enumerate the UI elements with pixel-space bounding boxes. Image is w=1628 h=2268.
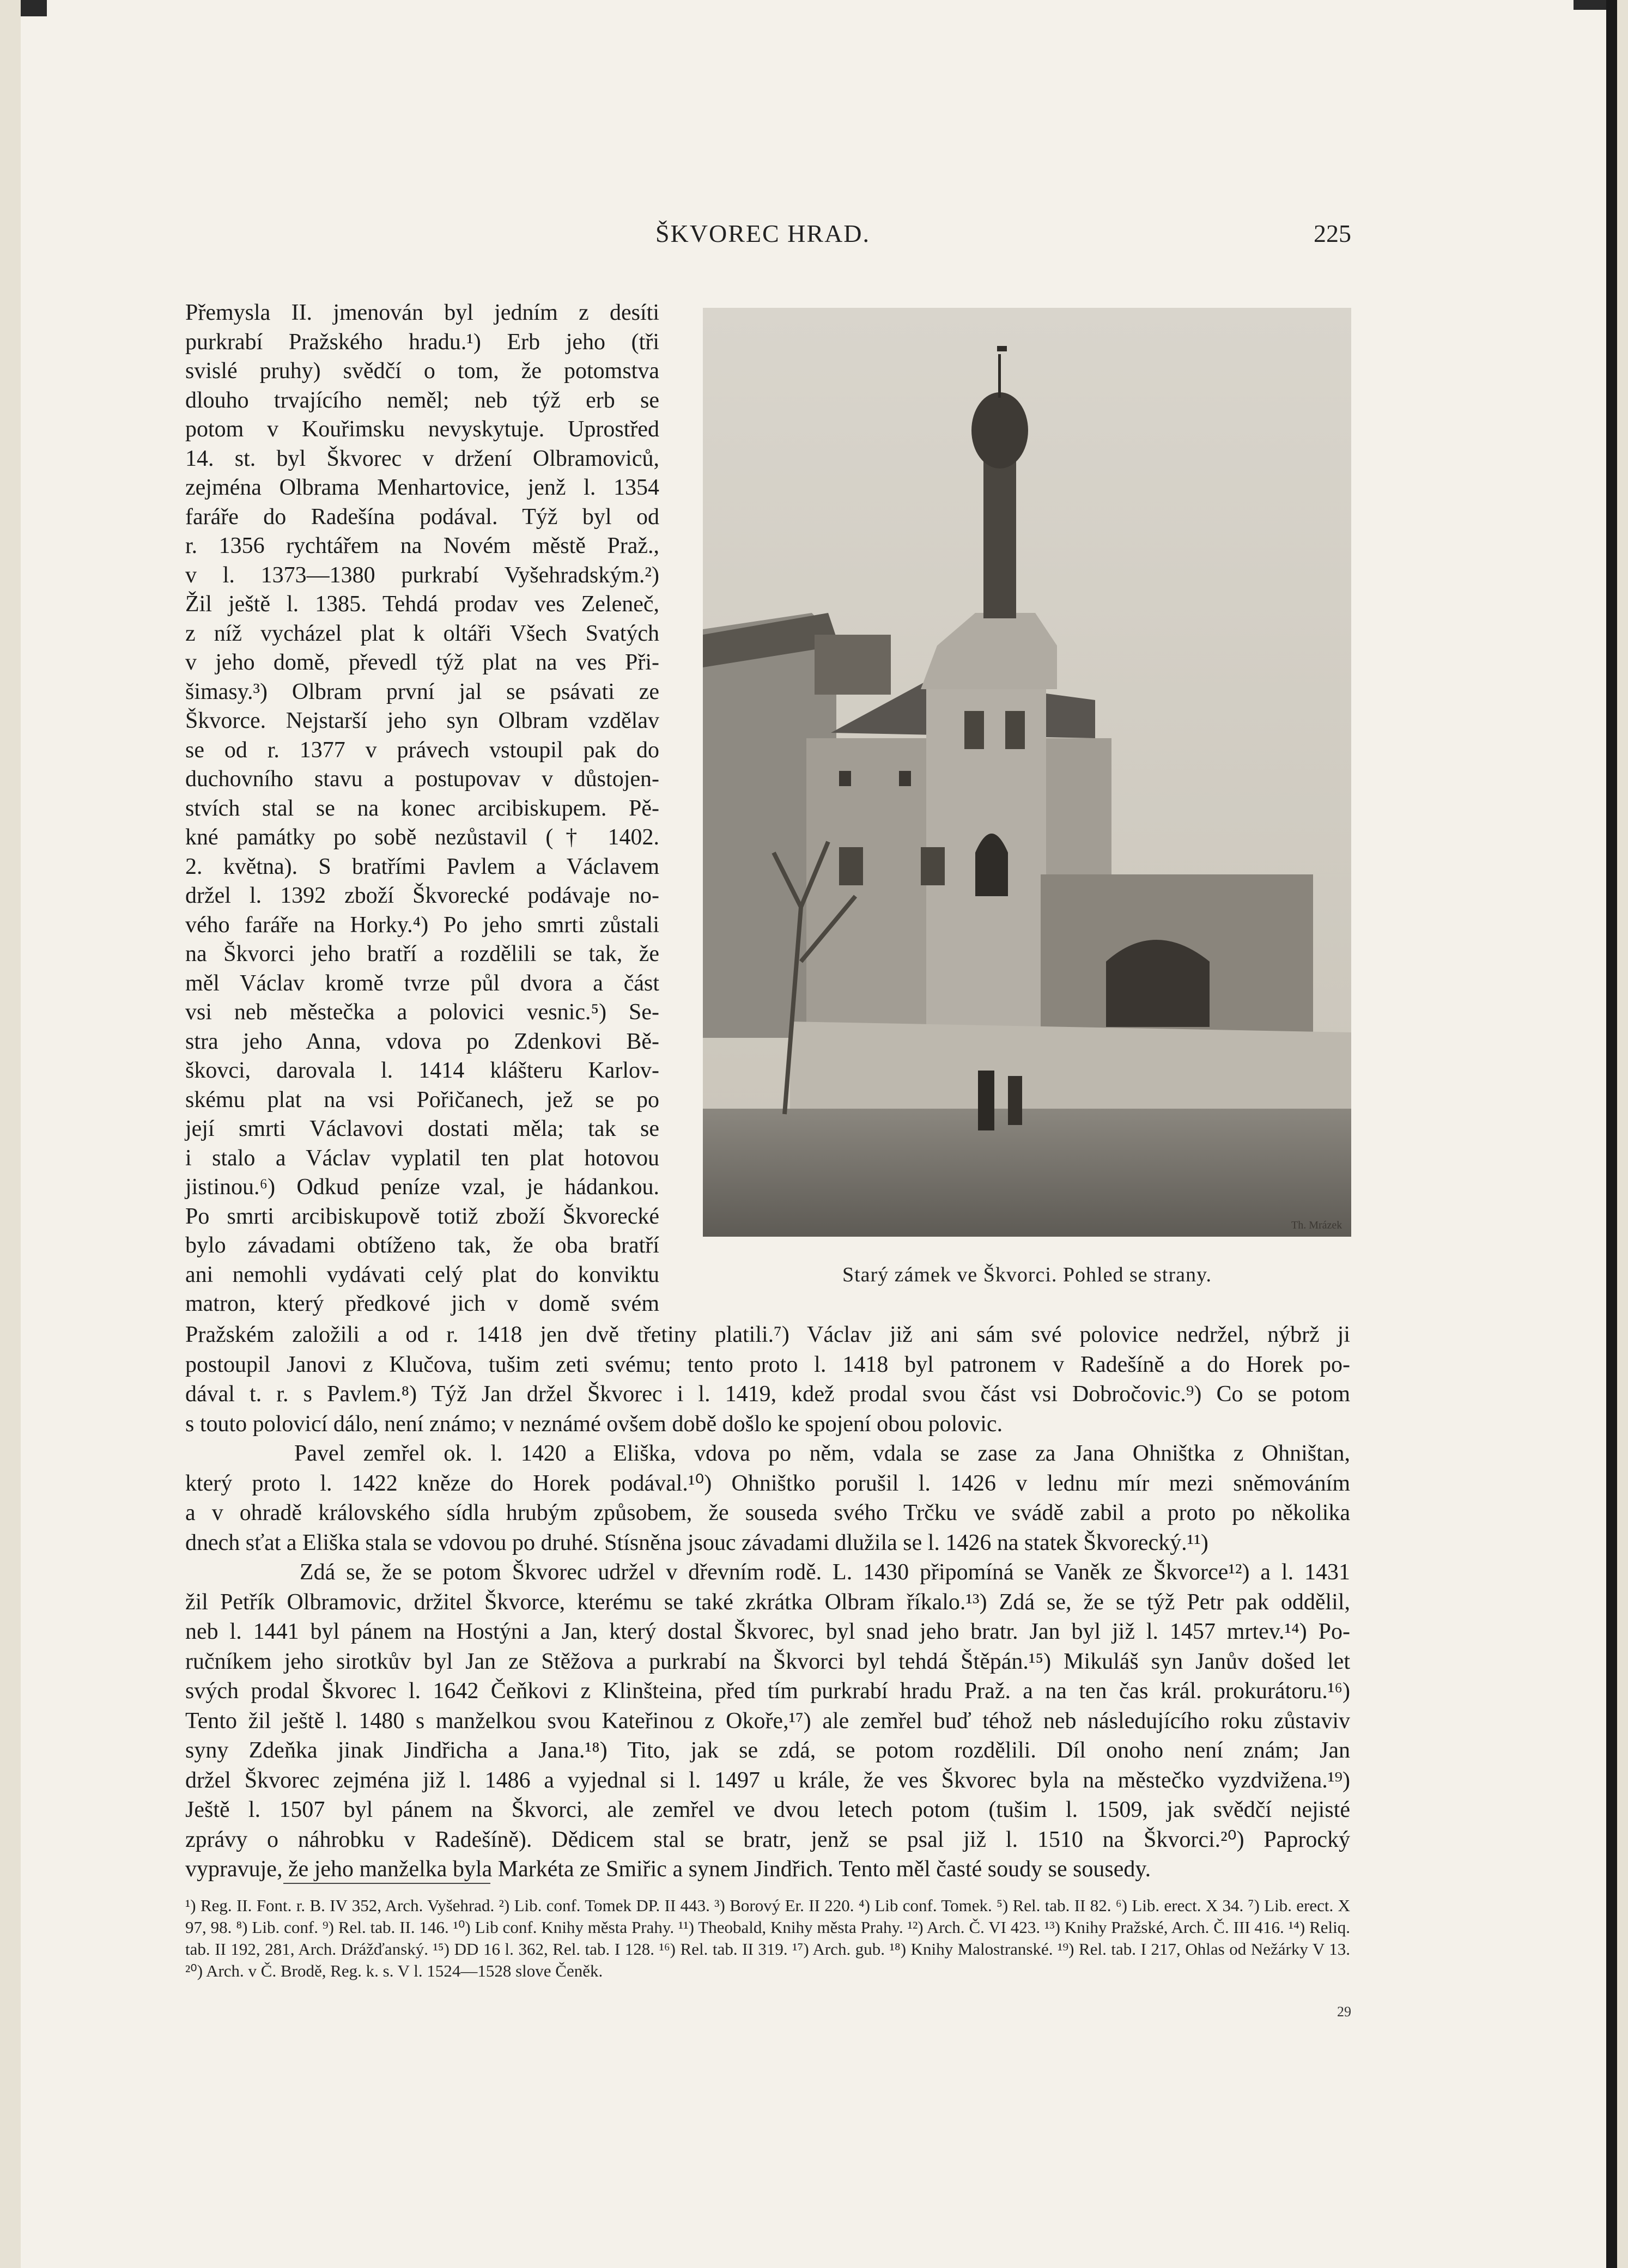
text-line: Po smrti arcibiskupově totiž zboží Škvorecké [185,1203,659,1229]
castle-illustration [703,308,1351,1237]
text-line: vsi neb městečka a polovici vesnic.⁵) Se- [185,1000,659,1025]
text-line: dnech sťat a Eliška stala se vdovou po druhé. Stísněna jsouc závadami dlužila se l. 1426 na statek Škvorecký.¹¹) [185,1530,1208,1555]
photo-signature: Th. Mrázek [1291,1219,1343,1231]
text-line: Zdá se, že se potom Škvorec udržel v dřevním rodě. L. 1430 připomíná se Vaněk ze Škvorce¹²) a l. 1431 [300,1560,1350,1585]
text-line: který proto l. 1422 kněze do Horek podával.¹⁰) Ohništko porušil l. 1426 v lednu mír mezi sněmováním [185,1470,1350,1496]
text-line: ani nemohli vydávati celý plat do konviktu [185,1262,659,1287]
text-line: vého faráře na Horky.⁴) Po jeho smrti zůstali [185,912,659,938]
window [839,847,863,885]
running-head: ŠKVOREC HRAD. [655,220,871,247]
text-line: se od r. 1377 v právech vstoupil pak do [185,737,659,763]
page-number: 225 [1314,220,1351,247]
text-line: v jeho domě, převedl týž plat na ves Při- [185,650,659,675]
text-line: potom v Kouřimsku nevyskytuje. Uprostřed [185,417,659,442]
text-line: purkrabí Pražského hradu.¹) Erb jeho (tři [185,329,659,355]
text-line: Škvorce. Nejstarší jeho syn Olbram vzdělav [185,708,659,733]
front-wall [790,1021,1351,1114]
text-line: svislé pruhy) svědčí o tom, že potomstva [185,358,659,384]
ground [703,1109,1351,1237]
text-line: duchovního stavu a postupovav v důstojen- [185,767,659,792]
text-line: žil Petřík Olbramovic, držitel Škvorce, kterému se také zkrátka Olbram říkalo.¹³) Zdá se, že se týž Petr pak oddělil, [185,1589,1350,1615]
sheet-number: 29 [1337,2004,1351,2020]
text-line: a v ohradě královského sídla hrubým způsobem, že souseda svého Trčku ve svádě zabil a proto po několika [185,1500,1350,1525]
tower-window [1005,711,1025,749]
tower-spire [998,354,1001,398]
text-line: 14. st. byl Škvorec v držení Olbramoviců, [185,446,659,471]
tower-window [964,711,984,749]
text-line: neb l. 1441 byl pánem na Hostýni a Jan, který dostal Škvorec, byl snad jeho bratr. Jan byl již l. 1457 mrtev.¹⁴) Po- [185,1619,1350,1644]
scan-corner-mark [21,0,47,16]
text-line: r. 1356 rychtářem na Novém městě Praž., [185,533,659,558]
page-edge [1606,0,1617,2268]
text-line: Pavel zemřel ok. l. 1420 a Eliška, vdova po něm, vdala se zase za Jana Ohništka z Ohništan, [294,1441,1350,1466]
footnote-rule [283,1883,490,1884]
text-line: matron, který předkové jich v domě svém [185,1291,659,1316]
text-line: v l. 1373—1380 purkrabí Vyšehradským.²) [185,562,659,588]
text-line: stra jeho Anna, vdova po Zdenkovi Bě- [185,1029,659,1054]
text-line: měl Václav kromě tvrze půl dvora a část [185,970,659,996]
window [839,771,851,786]
back-roof [815,635,891,695]
text-line: držel l. 1392 zboží Škvorecké podávaje no- [185,883,659,908]
text-line: šimasy.³) Olbram první jal se psávati ze [185,679,659,704]
text-line: Žil ještě l. 1385. Tehdá prodav ves Zeleneč, [185,592,659,617]
text-line: ručníkem jeho sirotkův byl Jan ze Stěžova a purkrabí na Škvorci byl tehdá Štěpán.¹⁵) Mikuláš syn Janův došed let [185,1649,1350,1674]
text-line: z níž vycházel plat k oltáři Všech Svatých [185,621,659,646]
text-line: kné památky po sobě nezůstavil († 1402. [185,825,659,850]
gate-arch [975,834,1008,896]
window [921,847,945,885]
figure-caption: Starý zámek ve Škvorci. Pohled se strany. [842,1263,1212,1286]
text-line: i stalo a Václav vyplatil ten plat hotovou [185,1145,659,1171]
window [899,771,911,786]
text-line: Přemysla II. jmenován byl jedním z desíti [185,300,659,325]
text-line: zprávy o náhrobku v Radešíně). Dědicem stal se bratr, jenž se psal již l. 1510 na Škvorci.²⁰) Paprocký [185,1827,1350,1852]
text-line: Ještě l. 1507 byl pánem na Škvorci, ale zemřel ve dvou letech potom (tušim l. 1509, jak svědčí nejisté [185,1797,1350,1822]
column-text [185,299,659,1319]
scan-corner-mark-right [1574,0,1606,10]
tower-body [983,455,1016,618]
text-line: Pražském založili a od r. 1418 jen dvě třetiny platili.⁷) Václav již ani sám své polovice nedržel, nýbrž ji [185,1322,1350,1347]
text-line: Tento žil ještě l. 1480 s manželkou svou Kateřinou z Okoře,¹⁷) ale zemřel buď téhož neb následujícího roku zůstaviv [185,1708,1350,1734]
text-line: postoupil Janovi z Klučova, tušim zeti svému; tento proto l. 1418 byl patronem v Radešíně a do Horek po- [185,1352,1350,1377]
text-line: škovci, darovala l. 1414 klášteru Karlov- [185,1058,659,1083]
footnotes: ¹) Reg. II. Font. r. B. IV 352, Arch. Vyšehrad. ²) Lib. conf. Tomek DP. II 443. ³) Borový Er. II 220. ⁴) Lib conf. Tomek. ⁵) Rel. tab. II 82. ⁶) Lib. erect. X 34. ⁷) Lib. erect. X 97, 98. ⁸) Lib. conf. ⁹) Rel. tab. II. 146. ¹⁰) Lib conf. Knihy města Prahy. ¹¹) Theobald, Knihy města Prahy. ¹²) Arch. Č. VI 423. ¹³) Knihy Pražské, Arch. Č. III 416. ¹⁴) Reliq. tab. II 192, 281, Arch. Drážďanský. ¹⁵) DD 16 l. 362, Rel. tab. I 128. ¹⁶) Rel. tab. II 319. ¹⁷) Arch. gub. ¹⁸) Knihy Malostranské. ¹⁹) Rel. tab. I 217, Ohlas od Nežárky V 13. ²⁰) Arch. v Č. Brodě, Reg. k. s. V l. 1524—1528 slove Čeněk. [185,1896,1350,1980]
text-line: skému plat na vsi Pořičanech, jež se po [185,1087,659,1112]
child-figure [1008,1076,1022,1125]
full-width-text [185,1320,1350,1884]
text-line: 2. května). S bratřími Pavlem a Václavem [185,854,659,879]
text-line: svých prodal Škvorec l. 1642 Čeňkovi z Klinšteina, před tím purkrabí hradu Praž. a na ten čas král. prokurátoru.¹⁶) [185,1679,1350,1704]
tower-flag [997,346,1007,351]
castle-photograph [703,308,1351,1237]
text-line: dlouho trvajícího neměl; neb týž erb se [185,387,659,413]
text-line: dával t. r. s Pavlem.⁸) Týž Jan držel Škvorec i l. 1419, kdež prodal svou část vsi Dobročovic.⁹) Co se potom [185,1382,1350,1407]
text-line: zejména Olbrama Menhartovice, jenž l. 1354 [185,475,659,500]
tower-dome [971,392,1028,469]
text-line: s touto polovicí dálo, není známo; v neznámé ovšem době došlo ke spojení obou polovic. [185,1411,1003,1437]
text-line: jistinou.⁶) Odkud peníze vzal, je hádankou. [185,1175,659,1200]
text-line: na Škvorci jeho bratří a rozdělili se tak, že [185,941,659,966]
text-line: bylo závadami obtíženo tak, že oba bratří [185,1233,659,1258]
text-line: stvích stal se na konec arcibiskupem. Pě- [185,795,659,821]
text-line: její smrti Václavovi dostati měla; tak se [185,1116,659,1141]
text-line: vypravuje, že jeho manželka byla Markéta ze Smiřic a synem Jindřich. Tento měl časté soudy se sousedy. [185,1857,1151,1882]
text-line: syny Zdeňka jinak Jindřicha a Jana.¹⁸) Tito, jak se zdá, se potom rozdělili. Díl onoho není znám; Jan [185,1738,1350,1763]
text-line: držel Škvorec zejména již l. 1486 a vyjednal si l. 1497 u krále, že ves Škvorec byla na městečko vyzdvižena.¹⁹) [185,1767,1350,1793]
wall-arch [1106,940,1210,1027]
child-figure [978,1071,994,1130]
text-line: faráře do Radešína podával. Týž byl od [185,504,659,530]
